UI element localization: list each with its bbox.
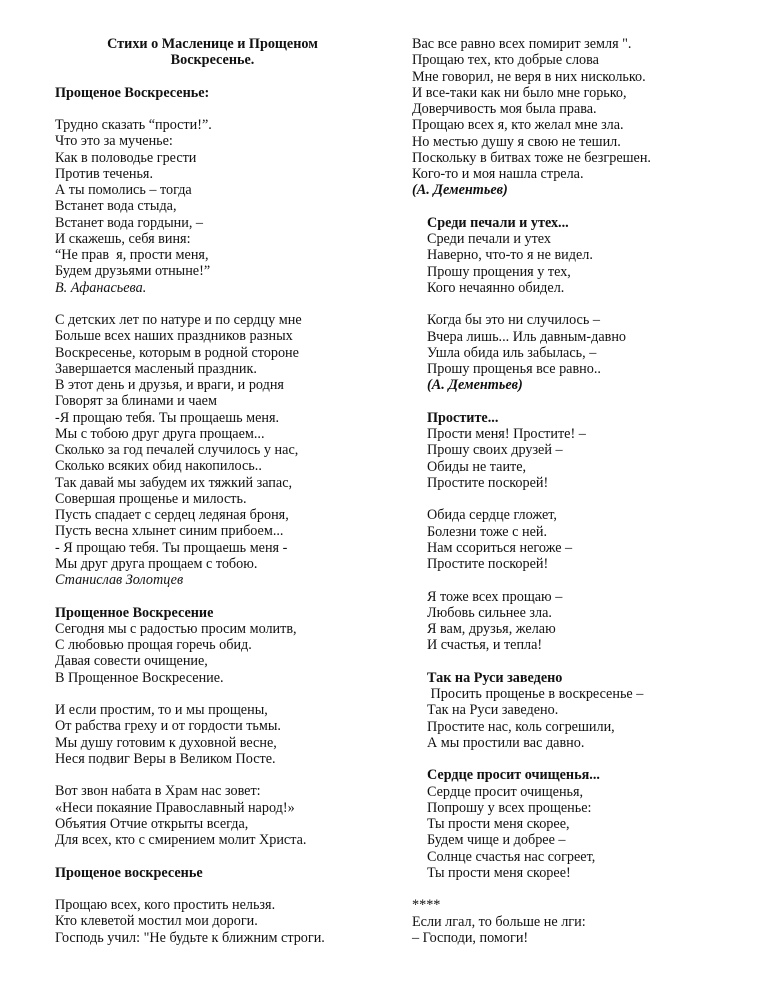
poem-line: Так давай мы забудем их тяжкий запас, xyxy=(55,474,293,491)
poem-line: С любовью прощая горечь обид. xyxy=(55,637,252,653)
left-column xyxy=(55,36,370,946)
poem-line: Будем чище и добрее – xyxy=(427,832,566,849)
poem-line: Вас все равно всех помирит земля ". xyxy=(412,36,632,52)
poem-line: Мы душу готовим к духовной весне, xyxy=(55,734,277,751)
poem-line: Я вам, друзья, желаю xyxy=(427,621,556,637)
poem-line: Воскресенье, которым в родной стороне xyxy=(55,344,299,361)
poem-line: Попрошу у всех прощенье: xyxy=(427,799,592,816)
poem-line: Ушла обида иль забылась, – xyxy=(427,344,597,361)
stanza-gap xyxy=(55,588,370,604)
poem-line: Мы друг друга прощаем с тобою. xyxy=(55,555,258,572)
poem-line: Будем друзьями отныне!” xyxy=(55,263,211,280)
poem-heading: Прощеное Воскресенье: xyxy=(55,84,210,101)
poem-line: – Господи, помоги! xyxy=(412,929,529,946)
poem-line: “Не прав я, прости меня, xyxy=(55,247,209,263)
poem-line: Так на Руси заведено. xyxy=(427,702,559,719)
poem-line: «Неси покаяние Православный народ!» xyxy=(55,799,295,816)
poem-line: Объятия Отчие открыты всегда, xyxy=(55,815,249,832)
poem-line: Встанет вода стыда, xyxy=(55,198,177,215)
poem-line: Поскольку в битвах тоже не безгрешен. xyxy=(412,149,651,166)
stanza-gap xyxy=(412,199,742,215)
poem-line: Сколько всяких обид накопилось.. xyxy=(55,458,262,475)
poem-line: Прошу своих друзей – xyxy=(427,442,563,459)
poem-line: А ты помолись – тогда xyxy=(55,182,192,198)
poem-line: Но местью душу я свою не тешил. xyxy=(412,133,621,150)
poem-line: Прошу прощения у тех, xyxy=(427,263,571,280)
poem-line: В Прощенное Воскресение. xyxy=(55,669,224,686)
poem-line: Неся подвиг Веры в Великом Посте. xyxy=(55,750,276,767)
poem-line: Говорят за блинами и чаем xyxy=(55,393,217,410)
poem-line: Завершается масленый праздник. xyxy=(55,360,257,377)
poem-line: Если лгал, то больше не лги: xyxy=(412,913,586,930)
poem-line: И если простим, то и мы прощены, xyxy=(55,702,268,718)
poem-author: (А. Дементьев) xyxy=(412,182,508,199)
stanza-gap xyxy=(412,296,742,312)
stanza-gap xyxy=(55,101,370,117)
poem-line: Кто клеветой мостил мои дороги. xyxy=(55,913,258,930)
poem-line: Нам ссориться негоже – xyxy=(427,539,573,556)
poem-line: Мы с тобою друг друга прощаем... xyxy=(55,425,265,442)
poem-heading: Сердце просит очищенья... xyxy=(427,767,600,784)
poem-line: Кого-то и моя нашла стрела. xyxy=(412,166,584,182)
poem-line: Для всех, кто с смирением молит Христа. xyxy=(55,832,307,848)
poem-line: - Я прощаю тебя. Ты прощаешь меня - xyxy=(55,539,288,556)
poem-line: Прощаю всех, кого простить нельзя. xyxy=(55,897,276,913)
poem-author: Станислав Золотцев xyxy=(55,572,184,588)
poem-line: Ты прости меня скорее, xyxy=(427,816,570,832)
poem-line: Прошу прощенья все равно.. xyxy=(427,361,601,377)
right-poems xyxy=(412,36,742,946)
poem-line: Как в половодье грести xyxy=(55,149,197,166)
poem-line: Прощаю всех я, кто желал мне зла. xyxy=(412,117,624,134)
poem-heading: Прощенное Воскресение xyxy=(55,604,214,621)
poem-line: Встанет вода гордыни, – xyxy=(55,214,204,231)
poem-heading: Среди печали и утех... xyxy=(427,214,569,231)
stanza-gap xyxy=(412,491,742,507)
stanza-gap xyxy=(412,394,742,410)
poem-line: Болезни тоже с ней. xyxy=(427,523,548,540)
poem-line: Вчера лишь... Иль давным-давно xyxy=(427,328,627,345)
poem-heading: Прощеное воскресенье xyxy=(55,864,203,881)
poem-line: Сердце просит очищенья, xyxy=(427,783,584,800)
stanza-gap xyxy=(55,881,370,897)
poem-line: От рабства греху и от гордости тьмы. xyxy=(55,718,281,735)
poem-line: Кого нечаянно обидел. xyxy=(427,279,565,296)
poem-line: Господь учил: "Не будьте к ближним строги. xyxy=(55,929,325,946)
poem-heading: Так на Руси заведено xyxy=(427,669,563,686)
stanza-gap xyxy=(55,848,370,864)
poem-line: Любовь сильнее зла. xyxy=(427,604,552,621)
poem-line: Пусть весна хлынет синим прибоем... xyxy=(55,523,284,540)
document-title-line-1: Стихи о Масленице и Прощеном xyxy=(107,36,318,52)
poem-line: Больше всех наших праздников разных xyxy=(55,328,293,345)
poem-line: Сегодня мы с радостью просим молитв, xyxy=(55,620,297,637)
poem-line: Ты прости меня скорее! xyxy=(427,864,571,881)
left-poems xyxy=(55,85,370,946)
poem-line: Совершая прощенье и милость. xyxy=(55,490,247,507)
stanza-gap xyxy=(412,881,742,897)
poem-line: Пусть спадает с сердец ледяная броня, xyxy=(55,507,289,523)
poem-line: Против теченья. xyxy=(55,165,153,182)
stanza-gap xyxy=(412,572,742,588)
stanza-gap xyxy=(412,654,742,670)
poem-line: Я тоже всех прощаю – xyxy=(427,588,563,605)
poem-line: Вот звон набата в Храм нас зовет: xyxy=(55,783,261,800)
poem-line: Сколько за год печалей случилось у нас, xyxy=(55,442,299,458)
poem-line: Доверчивость моя была права. xyxy=(412,101,597,117)
stanza-gap xyxy=(55,686,370,702)
poem-heading: Простите... xyxy=(427,409,499,426)
poem-line: Обида сердце гложет, xyxy=(427,507,557,524)
poem-line: -Я прощаю тебя. Ты прощаешь меня. xyxy=(55,409,280,426)
poem-line: Давая совести очищение, xyxy=(55,653,208,670)
poem-line: Что это за мученье: xyxy=(55,133,173,150)
poem-line: И все-таки как ни было мне горько, xyxy=(412,84,627,101)
poem-line: В этот день и друзья, и враги, и родня xyxy=(55,377,284,393)
stanza-gap xyxy=(55,296,370,312)
document-title xyxy=(55,36,370,69)
poem-line: И счастья, и тепла! xyxy=(427,637,543,654)
poem-line: Обиды не таите, xyxy=(427,458,527,475)
poem-line: И скажешь, себя виня: xyxy=(55,230,191,247)
poem-line: А мы простили вас давно. xyxy=(427,734,585,751)
poem-line: Трудно сказать “прости!”. xyxy=(55,117,212,133)
right-column xyxy=(412,36,742,946)
poem-line: С детских лет по натуре и по сердцу мне xyxy=(55,312,302,328)
poem-line: Простите нас, коль согрешили, xyxy=(427,718,615,735)
poem-line: Прости меня! Простите! – xyxy=(427,426,586,442)
stanza-gap xyxy=(55,767,370,783)
poem-line: Просить прощенье в воскресенье – xyxy=(427,686,644,702)
poem-author: В. Афанасьева. xyxy=(55,279,147,296)
poem-line: **** xyxy=(412,897,441,914)
poem-line: Мне говорил, не веря в них нисколько. xyxy=(412,68,646,85)
stanza-gap xyxy=(412,751,742,767)
poem-line: Среди печали и утех xyxy=(427,231,551,247)
document-title-line-2: Воскресенье. xyxy=(170,52,255,69)
poem-line: Простите поскорей! xyxy=(427,556,549,572)
poem-line: Простите поскорей! xyxy=(427,474,549,491)
poem-author: (А. Дементьев) xyxy=(427,377,523,394)
poem-line: Прощаю тех, кто добрые слова xyxy=(412,52,599,69)
poem-line: Наверно, что-то я не видел. xyxy=(427,247,593,264)
poem-line: Солнце счастья нас согреет, xyxy=(427,848,596,865)
poem-line: Когда бы это ни случилось – xyxy=(427,312,600,329)
